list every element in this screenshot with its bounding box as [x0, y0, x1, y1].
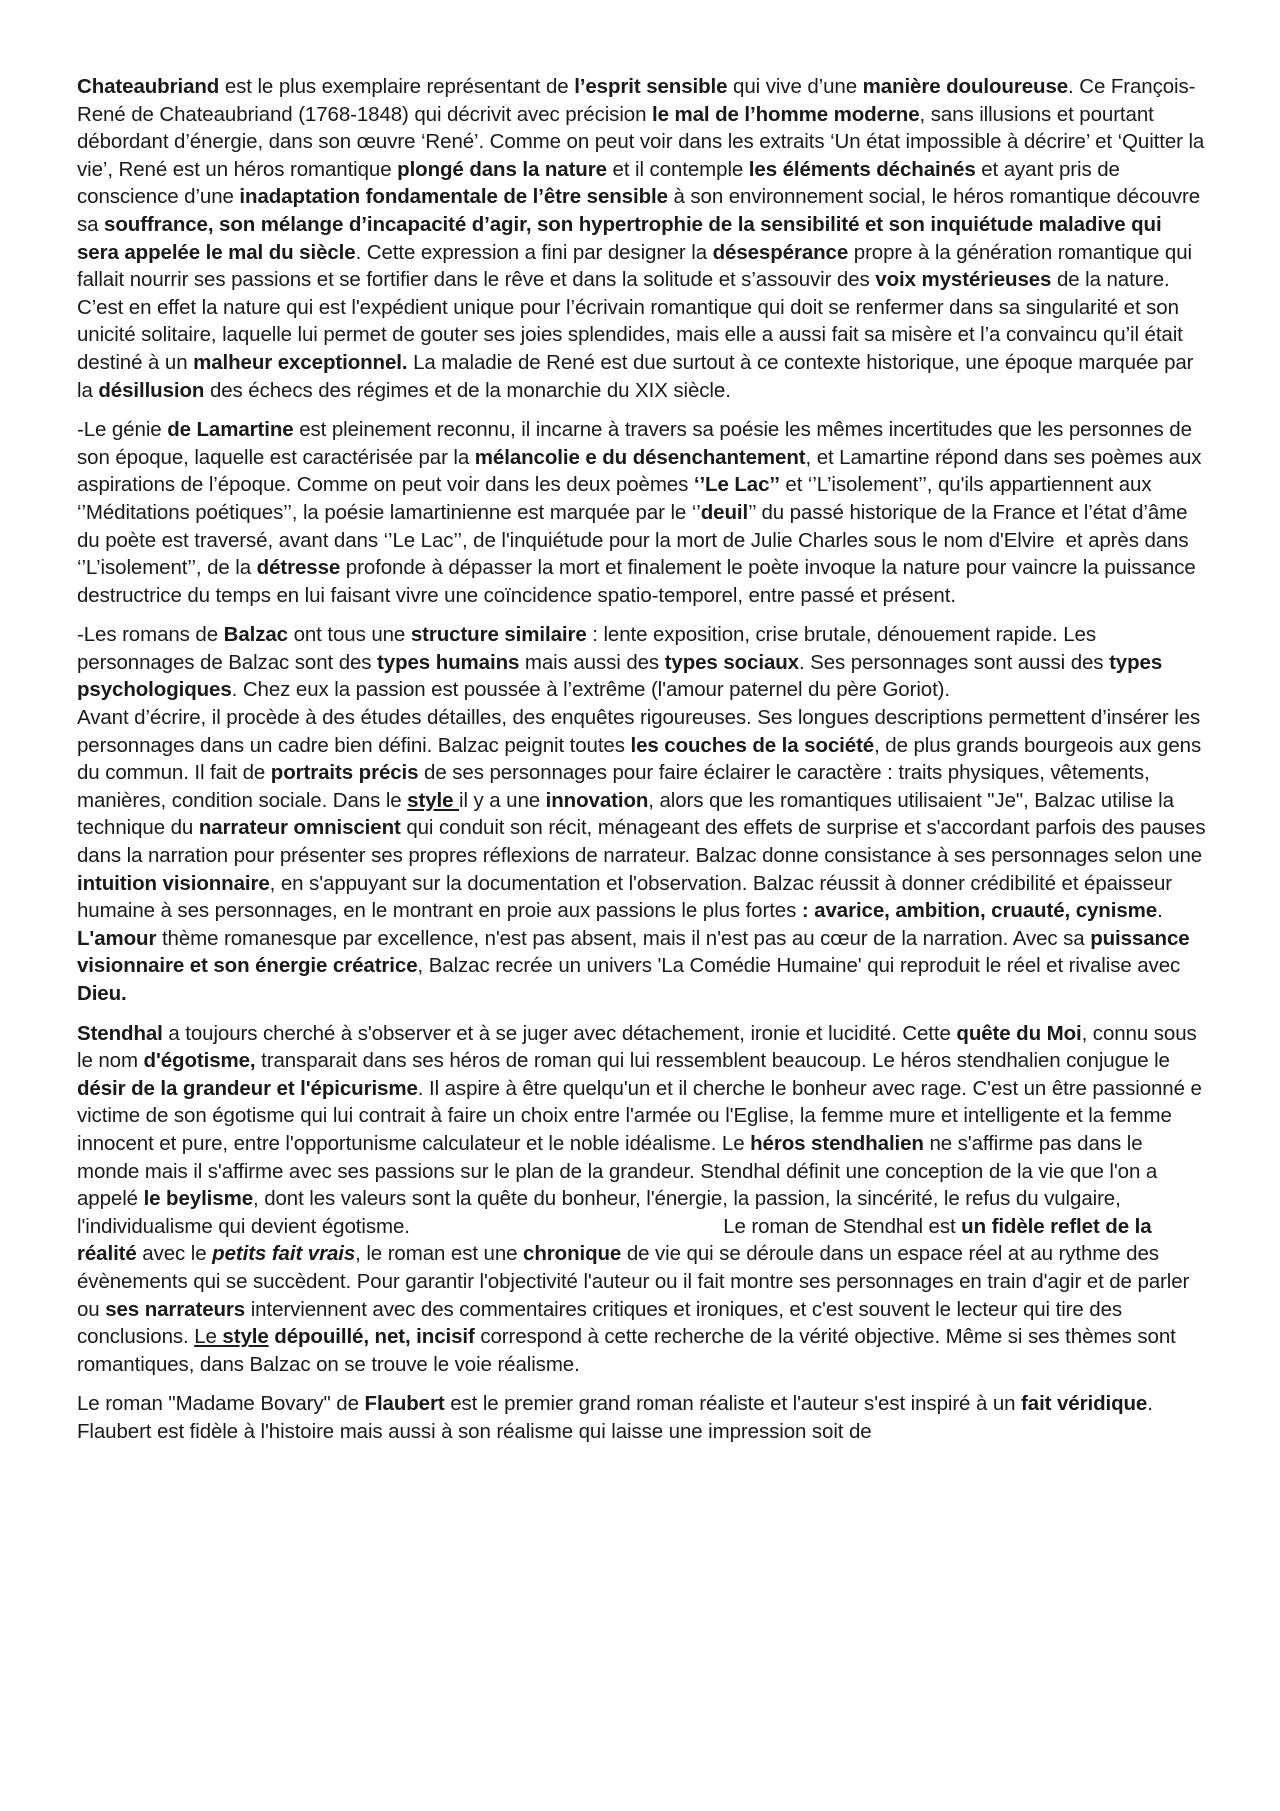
bold-text-segment: fait véridique: [1021, 1392, 1148, 1416]
text-segment: , et Lamartine répond dans ses poèmes aux aspirations de l’époque. Comme on peut voir dans les deux poèmes: [77, 445, 1207, 497]
text-segment: ne s'affirme pas dans le monde mais il s'affirme avec ses passions sur le plan de la grandeur. Stendhal définit une conception de la vie que l'on a appelé: [77, 1131, 1163, 1211]
bold-text-segment: héros stendhalien: [750, 1131, 924, 1155]
text-segment: , connu sous le nom: [77, 1021, 1203, 1073]
text-segment: , dont les valeurs sont la quête du bonheur, l'énergie, la passion, la sincérité, le refus du vulgaire, l'individualisme qui devient égotisme. Le roman de Stendhal est: [77, 1187, 1127, 1238]
text-segment: de ses personnages pour faire éclairer le caractère : traits physiques, vêtements, manières, condition sociale. Dans le: [77, 761, 1156, 812]
paragraph-balzac: [77, 621, 1252, 1007]
text-segment: Le roman "Madame Bovary" de: [77, 1392, 365, 1416]
bold-text-segment: Stendhal: [77, 1021, 163, 1045]
paragraph-lamartine: [77, 416, 1207, 609]
text-segment: . Chez eux la passion est poussée à l’extrême (l'amour paternel du père Goriot). Avant d’écrire, il procède à des études détailles, des enquêtes rigoureuses. Ses longues descriptions permettent d’insérer les personnages dans un cadre bien défini. Balzac peignit toutes: [77, 678, 1252, 757]
text-segment: propre à la génération romantique qui fallait nourrir ses passions et se fortifier dans le rêve et dans la solitude et s’assouvir des: [77, 240, 1198, 292]
text-segment: a toujours cherché à s'observer et à se juger avec détachement, ironie et lucidité. Cette: [162, 1021, 957, 1045]
paragraph-flaubert: [77, 1390, 1207, 1445]
bold-text-segment: ‘’Le Lac’’: [693, 473, 780, 497]
bold-text-segment: l’esprit sensible: [574, 75, 728, 98]
text-segment: transparait dans ses héros de roman qui lui ressemblent beaucoup. Le héros stendhalien conjugue le: [255, 1049, 1176, 1073]
bold-text-segment: types sociaux: [664, 650, 799, 674]
text-segment: de vie qui se déroule dans un espace réel at au rythme des évènements qui se succèdent. Pour garantir l'objectivité l'auteur ou il fait montre ses personnages en train d'agir et de parler ou: [77, 1242, 1195, 1321]
text-segment: ’’ du passé historique de la France et l’état d’âme du poète est traversé, avant dans ‘’Le Lac’’, de l'inquiétude pour la mort de Julie Charles sous le nom d'Elvire et après dans ‘’L’isolement’’, de la: [77, 500, 1195, 580]
text-segment: et il contemple: [606, 157, 749, 181]
bold-text-segment: quête du Moi: [956, 1021, 1082, 1045]
bold-text-segment: inadaptation fondamentale de l’être sensible: [239, 185, 668, 209]
bold-text-segment: Chateaubriand: [77, 75, 220, 98]
text-segment: est le premier grand roman réaliste et l'auteur s'est inspiré à un: [444, 1392, 1022, 1416]
document-page: [77, 73, 1252, 1458]
text-segment: , en s'appuyant sur la documentation et l'observation. Balzac réussit à donner crédibilité et épaisseur humaine à ses personnages, en le montrant en proie aux passions le plus fortes: [77, 871, 1178, 923]
text-segment: à son environnement social, le héros romantique découvre sa: [77, 185, 1206, 236]
text-segment: , de plus grands bourgeois aux gens du commun. Il fait de: [77, 733, 1207, 785]
bold-text-segment: les éléments déchainés: [748, 157, 976, 181]
text-segment: : lente exposition, crise brutale, dénouement rapide. Les personnages de Balzac sont des: [77, 623, 1102, 674]
bold-text-segment: un fidèle reflet de la réalité: [77, 1214, 1158, 1266]
bold-text-segment: types psychologiques: [77, 650, 1168, 702]
text-segment: . Cette expression a fini par designer la: [355, 240, 713, 264]
bold-text-segment: : avarice, ambition, cruauté, cynisme: [801, 899, 1158, 923]
text-segment: thème romanesque par excellence, n'est pas absent, mais il n'est pas au cœur de la narration. Avec sa: [156, 926, 1091, 950]
bold-text-segment: manière douloureuse: [862, 75, 1069, 98]
bold-text-segment: de Lamartine: [167, 418, 294, 442]
bold-text-segment: détresse: [256, 556, 341, 580]
bold-text-segment: malheur exceptionnel.: [193, 350, 408, 374]
bold-text-segment: innovation: [545, 788, 649, 812]
bold-text-segment: style: [222, 1325, 269, 1349]
bold-text-segment: souffrance, son mélange d’incapacité d’agir, son hypertrophie de la sensibilité et son inquiétude maladive qui sera appelée le mal du siècle: [77, 212, 1168, 264]
bold-text-segment: Balzac: [223, 623, 288, 647]
bold-text-segment: deuil: [700, 500, 749, 524]
bold-text-segment: voix mystérieuses: [875, 268, 1052, 292]
bold-text-segment: dépouillé, net, incisif: [274, 1325, 475, 1349]
text-segment: qui conduit son récit, ménageant des effets de surprise et s'accordant parfois des pauses dans la narration pour présenter ses propres réflexions de narrateur. Balzac donne consistance à ses personnages selon une: [77, 816, 1212, 868]
bold-text-segment: mélancolie e du désenchantement: [474, 445, 806, 469]
bold-text-segment: désir de la grandeur et l'épicurisme: [77, 1076, 418, 1100]
paragraph-stendhal: [77, 1020, 1207, 1379]
text-segment: de la nature. C’est en effet la nature qui est l'expédient unique pour l’écrivain romantique qui doit se renfermer dans sa singularité et son unicité solitaire, laquelle lui permet de gouter ses joies splendides, mais elle a aussi fait sa misère et l’a convaincu qu’il était destiné à un: [77, 268, 1189, 374]
text-segment: . Ses personnages sont aussi des: [798, 650, 1110, 674]
text-segment: correspond à cette recherche de la vérité objective. Même si ses thèmes sont romantiques, dans Balzac on se trouve le voie réalisme.: [77, 1325, 1182, 1376]
text-segment: et ayant pris de conscience d’une: [77, 157, 1126, 209]
text-segment: .: [1157, 899, 1169, 923]
bold-text-segment: Flaubert: [364, 1392, 445, 1416]
text-segment: des échecs des régimes et de la monarchie du XIX siècle.: [204, 378, 731, 402]
text-segment: , le roman est une: [355, 1242, 524, 1266]
text-segment: il y a une: [459, 788, 546, 812]
bold-text-segment: petits fait vrais: [212, 1242, 356, 1266]
text-segment: , Balzac recrée un univers 'La Comédie Humaine' qui reproduit le réel et rivalise avec: [417, 954, 1186, 978]
text-segment: est pleinement reconnu, il incarne à travers sa poésie les mêmes incertitudes que les personnes de son époque, laquelle est caractérisée par la: [77, 418, 1198, 469]
bold-text-segment: style: [407, 788, 459, 812]
text-segment: Le: [194, 1325, 223, 1349]
bold-text-segment: portraits précis: [270, 761, 419, 785]
text-segment: mais aussi des: [519, 650, 665, 674]
text-segment: interviennent avec des commentaires critiques et ironiques, et c'est souvent le lecteur qui tire des conclusions.: [77, 1297, 1128, 1349]
text-segment: , alors que les romantiques utilisaient "Je", Balzac utilise la technique du: [77, 788, 1180, 840]
text-segment: -Le génie: [77, 418, 168, 442]
bold-text-segment: Dieu.: [77, 982, 127, 1005]
text-segment: et ‘’L’isolement’’, qu'ils appartiennent aux ‘’Méditations poétiques’’, la poésie lamartinienne est marquée par le ‘’: [77, 473, 1158, 524]
text-segment: avec le: [136, 1242, 213, 1266]
bold-text-segment: chronique: [523, 1242, 622, 1266]
text-segment: . Ce François-René de Chateaubriand (1768-1848) qui décrivit avec précision: [77, 75, 1196, 126]
bold-text-segment: narrateur omniscient: [198, 816, 401, 840]
text-segment: profonde à dépasser la mort et finalement le poète invoque la nature pour vaincre la puissance destructrice du temps en lui faisant vivre une coïncidence spatio-temporel, entre passé et présent.: [77, 556, 1202, 607]
bold-text-segment: d'égotisme,: [143, 1049, 256, 1073]
bold-text-segment: plongé dans la nature: [397, 157, 607, 181]
text-segment: ont tous une: [287, 623, 411, 647]
text-segment: . Flaubert est fidèle à l'histoire mais aussi à son réalisme qui laisse une impression soit de: [77, 1392, 1159, 1443]
text-segment: La maladie de René est due surtout à ce contexte historique, une époque marquée par la: [77, 350, 1200, 402]
bold-text-segment: désespérance: [712, 240, 849, 264]
text-segment: qui vive d’une: [727, 75, 863, 98]
bold-text-segment: le mal de l’homme moderne: [652, 102, 920, 126]
text-segment: est le plus exemplaire représentant de: [219, 75, 575, 98]
bold-text-segment: intuition visionnaire: [77, 871, 270, 895]
bold-text-segment: L'amour: [77, 926, 157, 950]
bold-text-segment: désillusion: [98, 378, 205, 402]
paragraph-chateaubriand: [77, 73, 1210, 404]
text-segment: , sans illusions et pourtant débordant d’énergie, dans son œuvre ‘René’. Comme on peut voir dans les extraits ‘Un état impossible à décrire’ et ‘Quitter la vie’, René est un héros romantique: [77, 102, 1210, 181]
bold-text-segment: puissance visionnaire et son énergie créatrice: [77, 926, 1196, 978]
bold-text-segment: types humains: [377, 650, 520, 674]
text-segment: -Les romans de: [77, 623, 224, 647]
text-segment: . Il aspire à être quelqu'un et il cherche le bonheur avec rage. C'est un être passionné e victime de son égotisme qui lui contrait à faire un choix entre l'armée ou l'Eglise, la femme mure et intelligente et la femme innocent et pure, entre l'opportunisme calculateur et le noble idéalisme. Le: [77, 1076, 1208, 1155]
bold-text-segment: les couches de la société: [630, 733, 875, 757]
bold-text-segment: ses narrateurs: [105, 1297, 246, 1321]
bold-text-segment: structure similaire: [410, 623, 587, 647]
bold-text-segment: le beylisme: [143, 1187, 254, 1211]
